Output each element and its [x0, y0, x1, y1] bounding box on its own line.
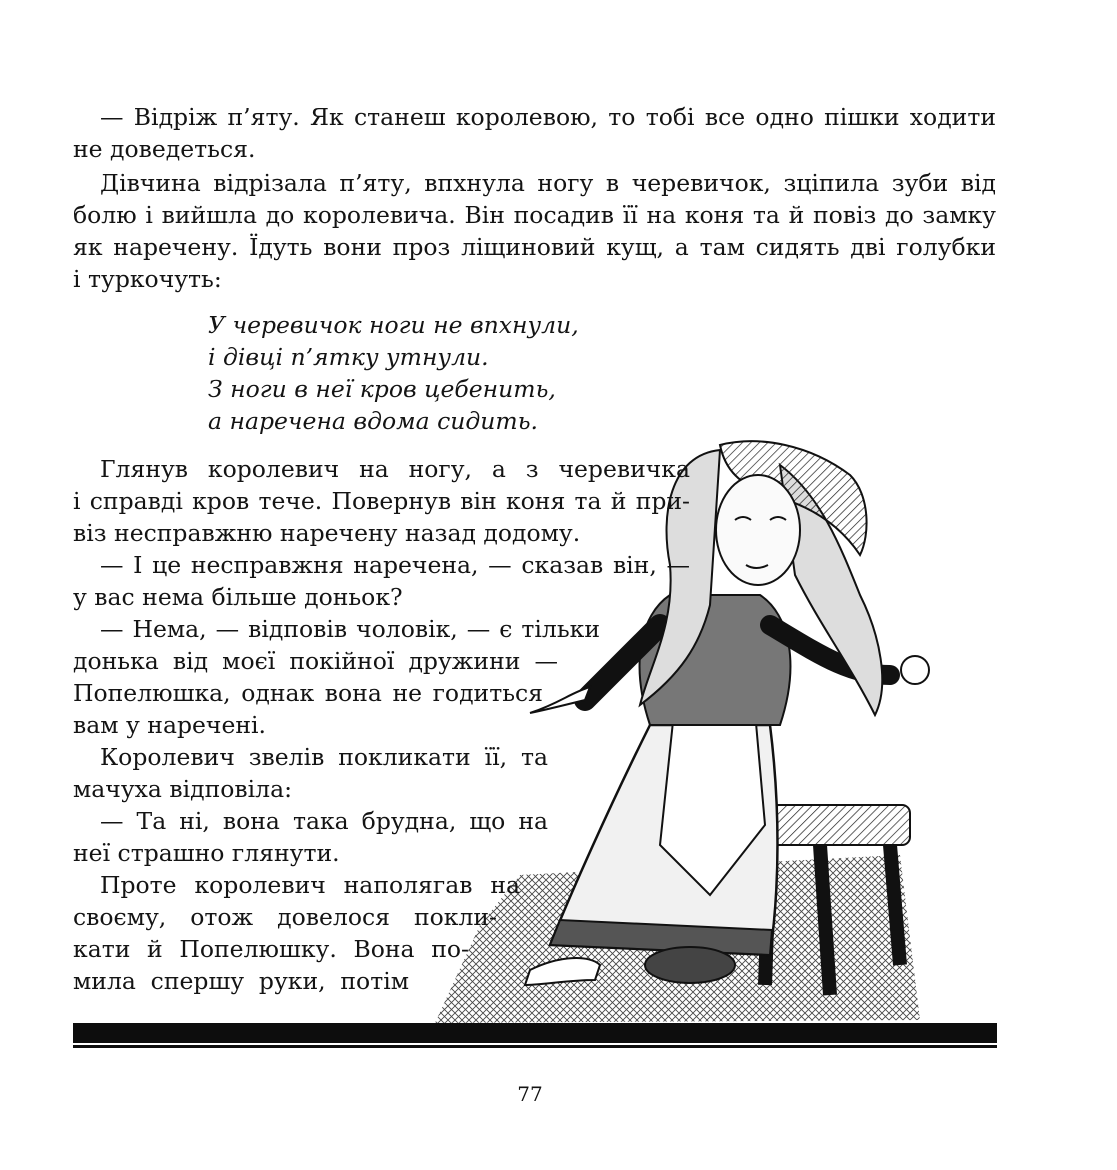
text-line: віз несправжню наречену назад додому. [73, 519, 581, 547]
footer-rule-thick [73, 1023, 997, 1043]
footer-rule-thin [73, 1045, 997, 1048]
text-line: мачуха відповіла: [73, 775, 293, 803]
text-line: і справді кров тече. Повернув він коня та й при- [73, 487, 690, 515]
text-line: Попелюшка, однак вона не годиться [73, 679, 543, 707]
text-line: своєму, отож довелося покли- [73, 903, 497, 931]
text-line: Глянув королевич на ногу, а з черевичка [100, 455, 690, 483]
text-line: мила спершу руки, потім [73, 967, 409, 995]
text-line: Королевич звелів покликати її, та [100, 743, 548, 771]
text-line: неї страшно глянути. [73, 839, 340, 867]
text-line: як наречену. Їдуть вони проз ліщиновий кущ, а там сидять дві голубки [73, 233, 996, 261]
text-line: кати й Попелюшку. Вона по- [73, 935, 469, 963]
text-line: у вас нема більше доньок? [73, 583, 403, 611]
text-line: донька від моєї покійної дружини — [73, 647, 558, 675]
text-line: — Нема, — відповів чоловік, — є тільки [100, 615, 600, 643]
page-number: 77 [517, 1082, 543, 1106]
verse-line: і дівці п’ятку утнули. [208, 343, 489, 371]
text-line: болю і вийшла до королевича. Він посадив її на коня та й повіз до замку [73, 201, 996, 229]
text-line: Проте королевич наполягав на [100, 871, 520, 899]
text-line: і туркочуть: [73, 265, 222, 293]
text-line: — Та ні, вона така брудна, що на [100, 807, 548, 835]
text-line: Дівчина відрізала п’яту, впхнула ногу в черевичок, зціпила зуби від [100, 169, 996, 197]
verse-line: З ноги в неї кров цебенить, [208, 375, 556, 403]
text-line: вам у наречені. [73, 711, 267, 739]
text-line: — Відріж п’яту. Як станеш королевою, то тобі все одно пішки ходити [100, 103, 996, 131]
verse-line: У черевичок ноги не впхнули, [208, 311, 579, 339]
text-line: — І це несправжня наречена, — сказав він, — [100, 551, 690, 579]
text-line: не доведеться. [73, 135, 256, 163]
verse-line: а наречена вдома сидить. [208, 407, 538, 435]
